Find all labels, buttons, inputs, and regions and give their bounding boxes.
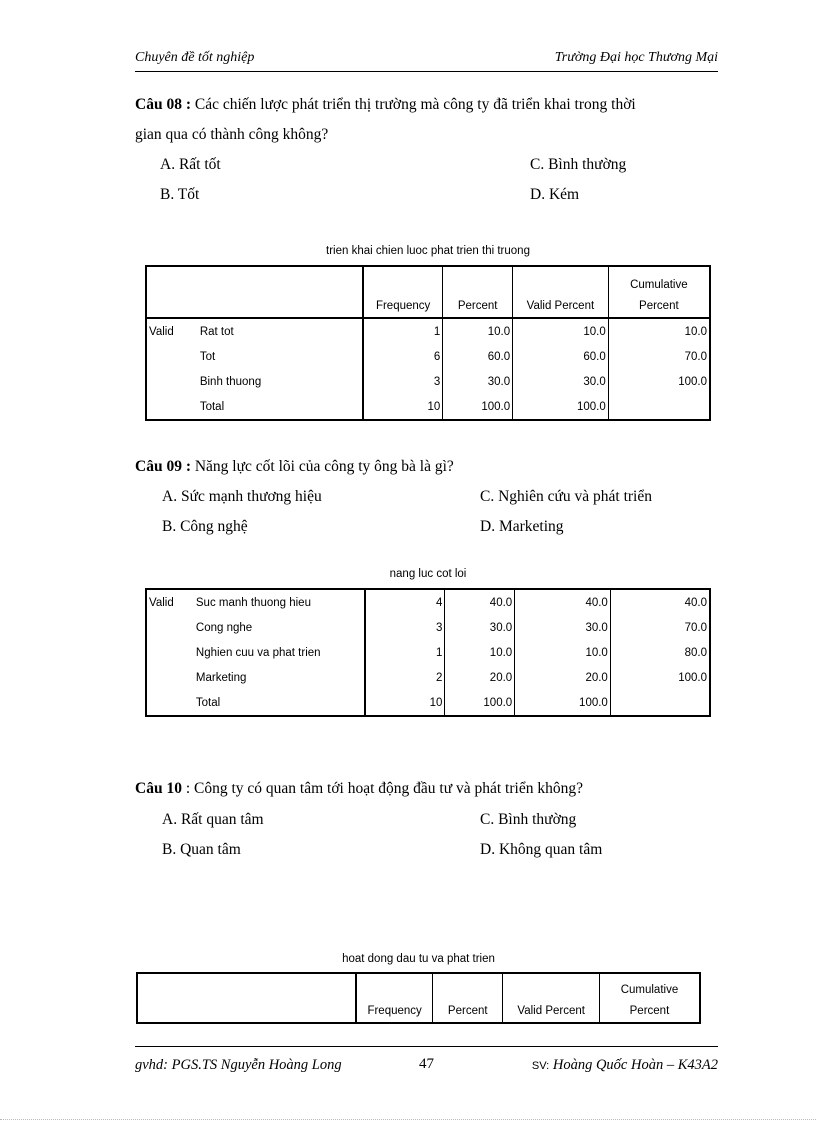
- table-row: [146, 690, 710, 716]
- table1-row-label: Binh thuong: [199, 375, 262, 388]
- question-08: [135, 90, 725, 150]
- table2-group-label: Valid: [149, 596, 174, 609]
- table1-row-label: Rat tot: [199, 325, 234, 338]
- table2-row-valid: 30.0: [515, 615, 611, 640]
- q10-option-b: B. Quan tâm: [162, 841, 241, 858]
- table2-row-label: Marketing: [195, 671, 247, 684]
- table2-row-pct: 30.0: [445, 615, 515, 640]
- table2-row-label: Suc manh thuong hieu: [195, 596, 311, 609]
- footer-sv-label: SV:: [531, 1060, 550, 1072]
- table3-header-percent: Percent: [433, 973, 503, 1023]
- table3-header-cumulative: [599, 973, 700, 1023]
- q09-option-a: A. Sức mạnh thương hiệu: [162, 488, 322, 505]
- q09-option-c: C. Nghiên cứu và phát triển: [480, 488, 652, 505]
- table1-title: trien khai chien luoc phat trien thi truong: [326, 245, 530, 257]
- table2-row-cum: [610, 690, 710, 716]
- table1-row-freq: 6: [363, 344, 443, 369]
- table2-row-pct: 10.0: [445, 640, 515, 665]
- page-edge-dotline: [0, 1119, 816, 1120]
- table2-row-valid: 40.0: [515, 589, 611, 615]
- table1-row-cum: 10.0: [608, 318, 710, 344]
- table-row: [146, 615, 710, 640]
- table-row: [146, 640, 710, 665]
- question-08-text1: Các chiến lược phát triển thị trường mà công ty đã triển khai trong thời: [194, 96, 636, 113]
- question-10-label: Câu 10: [135, 780, 182, 797]
- table3-title: hoat dong dau tu va phat trien: [342, 953, 495, 965]
- page-number: 47: [419, 1056, 434, 1072]
- table2-row-pct: 100.0: [445, 690, 515, 716]
- table2-row-cum: 70.0: [610, 615, 710, 640]
- table-row: [146, 318, 710, 344]
- q09-option-d: D. Marketing: [480, 518, 564, 535]
- table3: [136, 972, 701, 1024]
- table2: [145, 588, 711, 717]
- table2-row-freq: 10: [365, 690, 445, 716]
- footer-rule: [135, 1046, 718, 1047]
- q08-option-a: A. Rất tốt: [160, 156, 221, 173]
- table2-row-label: Cong nghe: [195, 621, 253, 634]
- question-09-label: Câu 09 :: [135, 458, 191, 475]
- table1-header-cumulative: [608, 266, 710, 318]
- table1-header-frequency: Frequency: [363, 266, 443, 318]
- table1-header-valid-percent: Valid Percent: [513, 266, 609, 318]
- question-09-text: Năng lực cốt lõi của công ty ông bà là gì?: [194, 458, 454, 475]
- table3-header-cum-line2: Percent: [629, 1005, 670, 1017]
- table1-row-pct: 30.0: [443, 369, 513, 394]
- table1-row-freq: 10: [363, 394, 443, 420]
- table2-row-freq: 4: [365, 589, 445, 615]
- table2-row-pct: 20.0: [445, 665, 515, 690]
- table1: [145, 265, 711, 421]
- table2-row-valid: 100.0: [515, 690, 611, 716]
- table-row: [146, 589, 710, 615]
- q10-option-c: C. Bình thường: [480, 811, 577, 828]
- table1-row-pct: 60.0: [443, 344, 513, 369]
- table-row: [146, 369, 710, 394]
- table2-row-label: Nghien cuu va phat trien: [195, 646, 321, 659]
- question-08-text2: gian qua có thành công không?: [135, 126, 329, 143]
- table1-row-pct: 10.0: [443, 318, 513, 344]
- question-10-text: : Công ty có quan tâm tới hoạt động đầu tư và phát triển không?: [185, 780, 583, 797]
- table3-header-cum-line1: Cumulative: [620, 984, 679, 996]
- table1-header-cum-line2: Percent: [639, 300, 679, 312]
- q08-option-b: B. Tốt: [160, 186, 200, 203]
- header-rule: [135, 71, 718, 72]
- table3-header-valid-percent: Valid Percent: [503, 973, 600, 1023]
- table2-title: nang luc cot loi: [389, 568, 467, 580]
- table1-row-cum: 70.0: [608, 344, 710, 369]
- table3-header-blank: [137, 973, 356, 1023]
- footer-student: [532, 1057, 718, 1074]
- table2-row-freq: 1: [365, 640, 445, 665]
- table1-row-valid: 10.0: [513, 318, 609, 344]
- table2-row-valid: 10.0: [515, 640, 611, 665]
- q08-option-c: C. Bình thường: [530, 156, 627, 173]
- table2-row-valid: 20.0: [515, 665, 611, 690]
- table1-row-label: Total: [199, 400, 225, 413]
- table3-header-frequency: Frequency: [356, 973, 432, 1023]
- table1-row-freq: 3: [363, 369, 443, 394]
- question-09: [135, 452, 725, 482]
- q10-option-d: D. Không quan tâm: [480, 841, 603, 858]
- table2-row-label: Total: [195, 696, 221, 709]
- table1-row-pct: 100.0: [443, 394, 513, 420]
- question-10: [135, 774, 735, 804]
- table1-row-cum: 100.0: [608, 369, 710, 394]
- table-row: [146, 344, 710, 369]
- table1-row-valid: 60.0: [513, 344, 609, 369]
- header-left: Chuyên đề tốt nghiệp: [135, 50, 255, 65]
- table-row: [146, 394, 710, 420]
- table1-header-cum-line1: Cumulative: [630, 279, 688, 291]
- q10-option-a: A. Rất quan tâm: [162, 811, 264, 828]
- footer-student-name: Hoàng Quốc Hoàn – K43A2: [552, 1057, 718, 1073]
- table2-row-freq: 3: [365, 615, 445, 640]
- table2-row-cum: 40.0: [610, 589, 710, 615]
- table1-row-freq: 1: [363, 318, 443, 344]
- table1-row-label: Tot: [199, 350, 216, 363]
- table1-row-valid: 100.0: [513, 394, 609, 420]
- question-08-label: Câu 08 :: [135, 96, 191, 113]
- table1-group-label: Valid: [149, 325, 174, 338]
- table1-row-cum: [608, 394, 710, 420]
- table1-header-blank: [146, 266, 363, 318]
- table-row: [146, 665, 710, 690]
- footer-supervisor: gvhd: PGS.TS Nguyễn Hoàng Long: [135, 1057, 342, 1073]
- table2-row-cum: 100.0: [610, 665, 710, 690]
- table2-row-cum: 80.0: [610, 640, 710, 665]
- table1-row-valid: 30.0: [513, 369, 609, 394]
- table2-row-freq: 2: [365, 665, 445, 690]
- q09-option-b: B. Công nghệ: [162, 518, 248, 535]
- table1-header-percent: Percent: [443, 266, 513, 318]
- q08-option-d: D. Kém: [530, 186, 580, 203]
- header-right: Trường Đại học Thương Mại: [554, 50, 718, 65]
- table2-row-pct: 40.0: [445, 589, 515, 615]
